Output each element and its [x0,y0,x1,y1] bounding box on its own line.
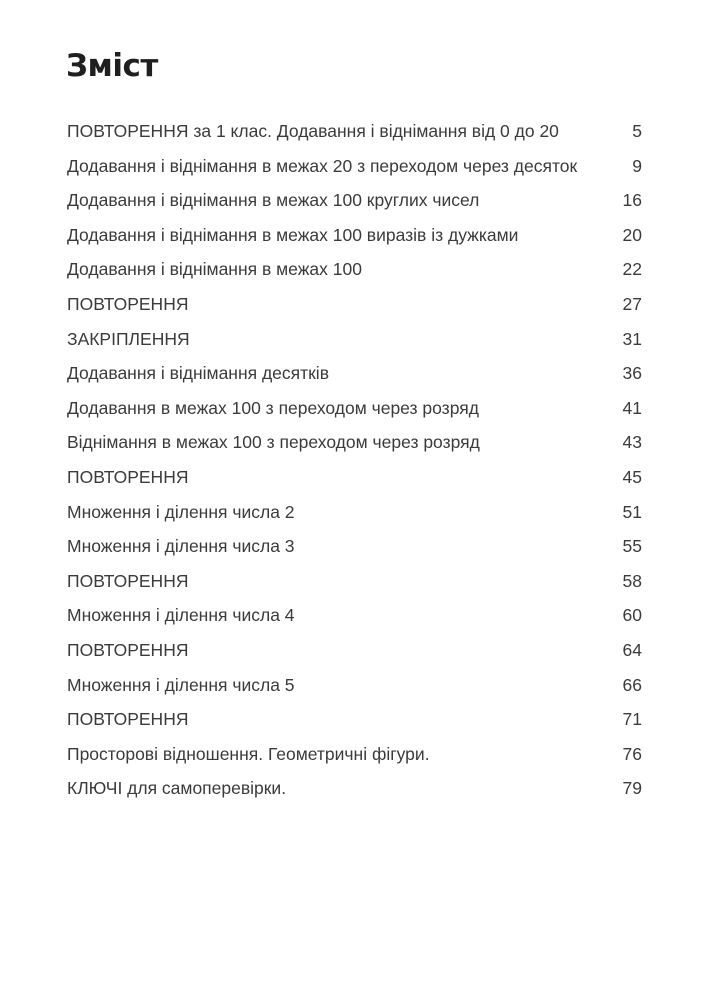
toc-entry-title: Додавання і віднімання десятків [67,363,329,384]
toc-entry-title: Множення і ділення числа 5 [67,674,295,695]
toc-entry[interactable] [67,356,642,391]
toc-entry[interactable] [67,322,642,357]
toc-entry-page: 16 [622,190,642,211]
toc-entry-title: ПОВТОРЕННЯ за 1 клас. Додавання і віднімання від 0 до 20 [67,121,559,141]
toc-entry-title: Множення і ділення числа 4 [67,605,295,626]
toc-entry-page: 20 [622,224,642,245]
toc-entry-page: 31 [622,328,642,349]
toc-entry-title: Віднімання в межах 100 з переходом через розряд [67,432,480,453]
toc-entry-title: Множення і ділення числа 2 [67,501,295,522]
toc-entry[interactable] [67,252,642,287]
toc-entry-page: 22 [622,259,642,280]
toc-entry-page: 66 [622,674,642,695]
toc-entry-page: 60 [622,605,642,626]
toc-entry-title: КЛЮЧІ для самоперевірки. [67,778,287,799]
toc-entry[interactable] [67,287,642,322]
toc-entry[interactable] [67,218,642,253]
toc-entry-title: Додавання і віднімання в межах 100 [67,259,362,280]
toc-entry-title: Просторові відношення. Геометричні фігури. [67,743,430,764]
toc-entry[interactable] [67,425,642,460]
toc-entry-page: 71 [622,709,642,730]
toc-entry-page: 27 [622,293,642,314]
toc-entry[interactable] [67,391,642,426]
toc-entry-title: Множення і ділення числа 3 [67,536,295,557]
toc-entry-title: Додавання і віднімання в межах 20 з переходом через десяток [67,155,578,176]
toc-entry-title: ПОВТОРЕННЯ [67,709,189,730]
toc-entry-page: 55 [622,536,642,557]
toc-entry-page: 76 [622,743,642,764]
toc-entry-page: 64 [622,639,642,660]
toc-entry[interactable] [67,598,642,633]
toc-entry-page: 5 [632,121,642,141]
toc-entry-title: ПОВТОРЕННЯ [67,570,189,591]
toc-entry-page: 45 [622,466,642,487]
toc-entry-page: 51 [622,501,642,522]
page-title: Зміст [66,48,158,84]
toc-entry[interactable] [67,702,642,737]
toc-entry[interactable] [67,495,642,530]
toc-entry-title: Додавання і віднімання в межах 100 круглих чисел [67,190,480,211]
toc-entry-page: 9 [632,155,642,176]
toc-entry[interactable] [67,564,642,599]
toc-entry[interactable] [67,771,642,806]
toc-entry[interactable] [67,183,642,218]
toc-entry-title: ПОВТОРЕННЯ [67,466,189,487]
toc-entry[interactable] [67,114,642,149]
toc-entry-page: 43 [622,432,642,453]
toc-entry[interactable] [67,460,642,495]
toc-entry-title: Додавання і віднімання в межах 100 виразів із дужками [67,224,519,245]
toc-entry[interactable] [67,529,642,564]
toc-entry-page: 41 [622,397,642,418]
toc-entry-title: ПОВТОРЕННЯ [67,293,189,314]
toc-entry-title: Додавання в межах 100 з переходом через розряд [67,397,479,418]
toc-entry-page: 58 [622,570,642,591]
table-of-contents [67,114,642,806]
toc-entry-title: ПОВТОРЕННЯ [67,639,189,660]
toc-entry-page: 79 [622,778,642,799]
toc-entry[interactable] [67,149,642,184]
toc-entry[interactable] [67,633,642,668]
toc-entry-title: ЗАКРІПЛЕННЯ [67,328,190,349]
toc-entry[interactable] [67,668,642,703]
toc-entry-page: 36 [622,363,642,384]
toc-entry[interactable] [67,737,642,772]
